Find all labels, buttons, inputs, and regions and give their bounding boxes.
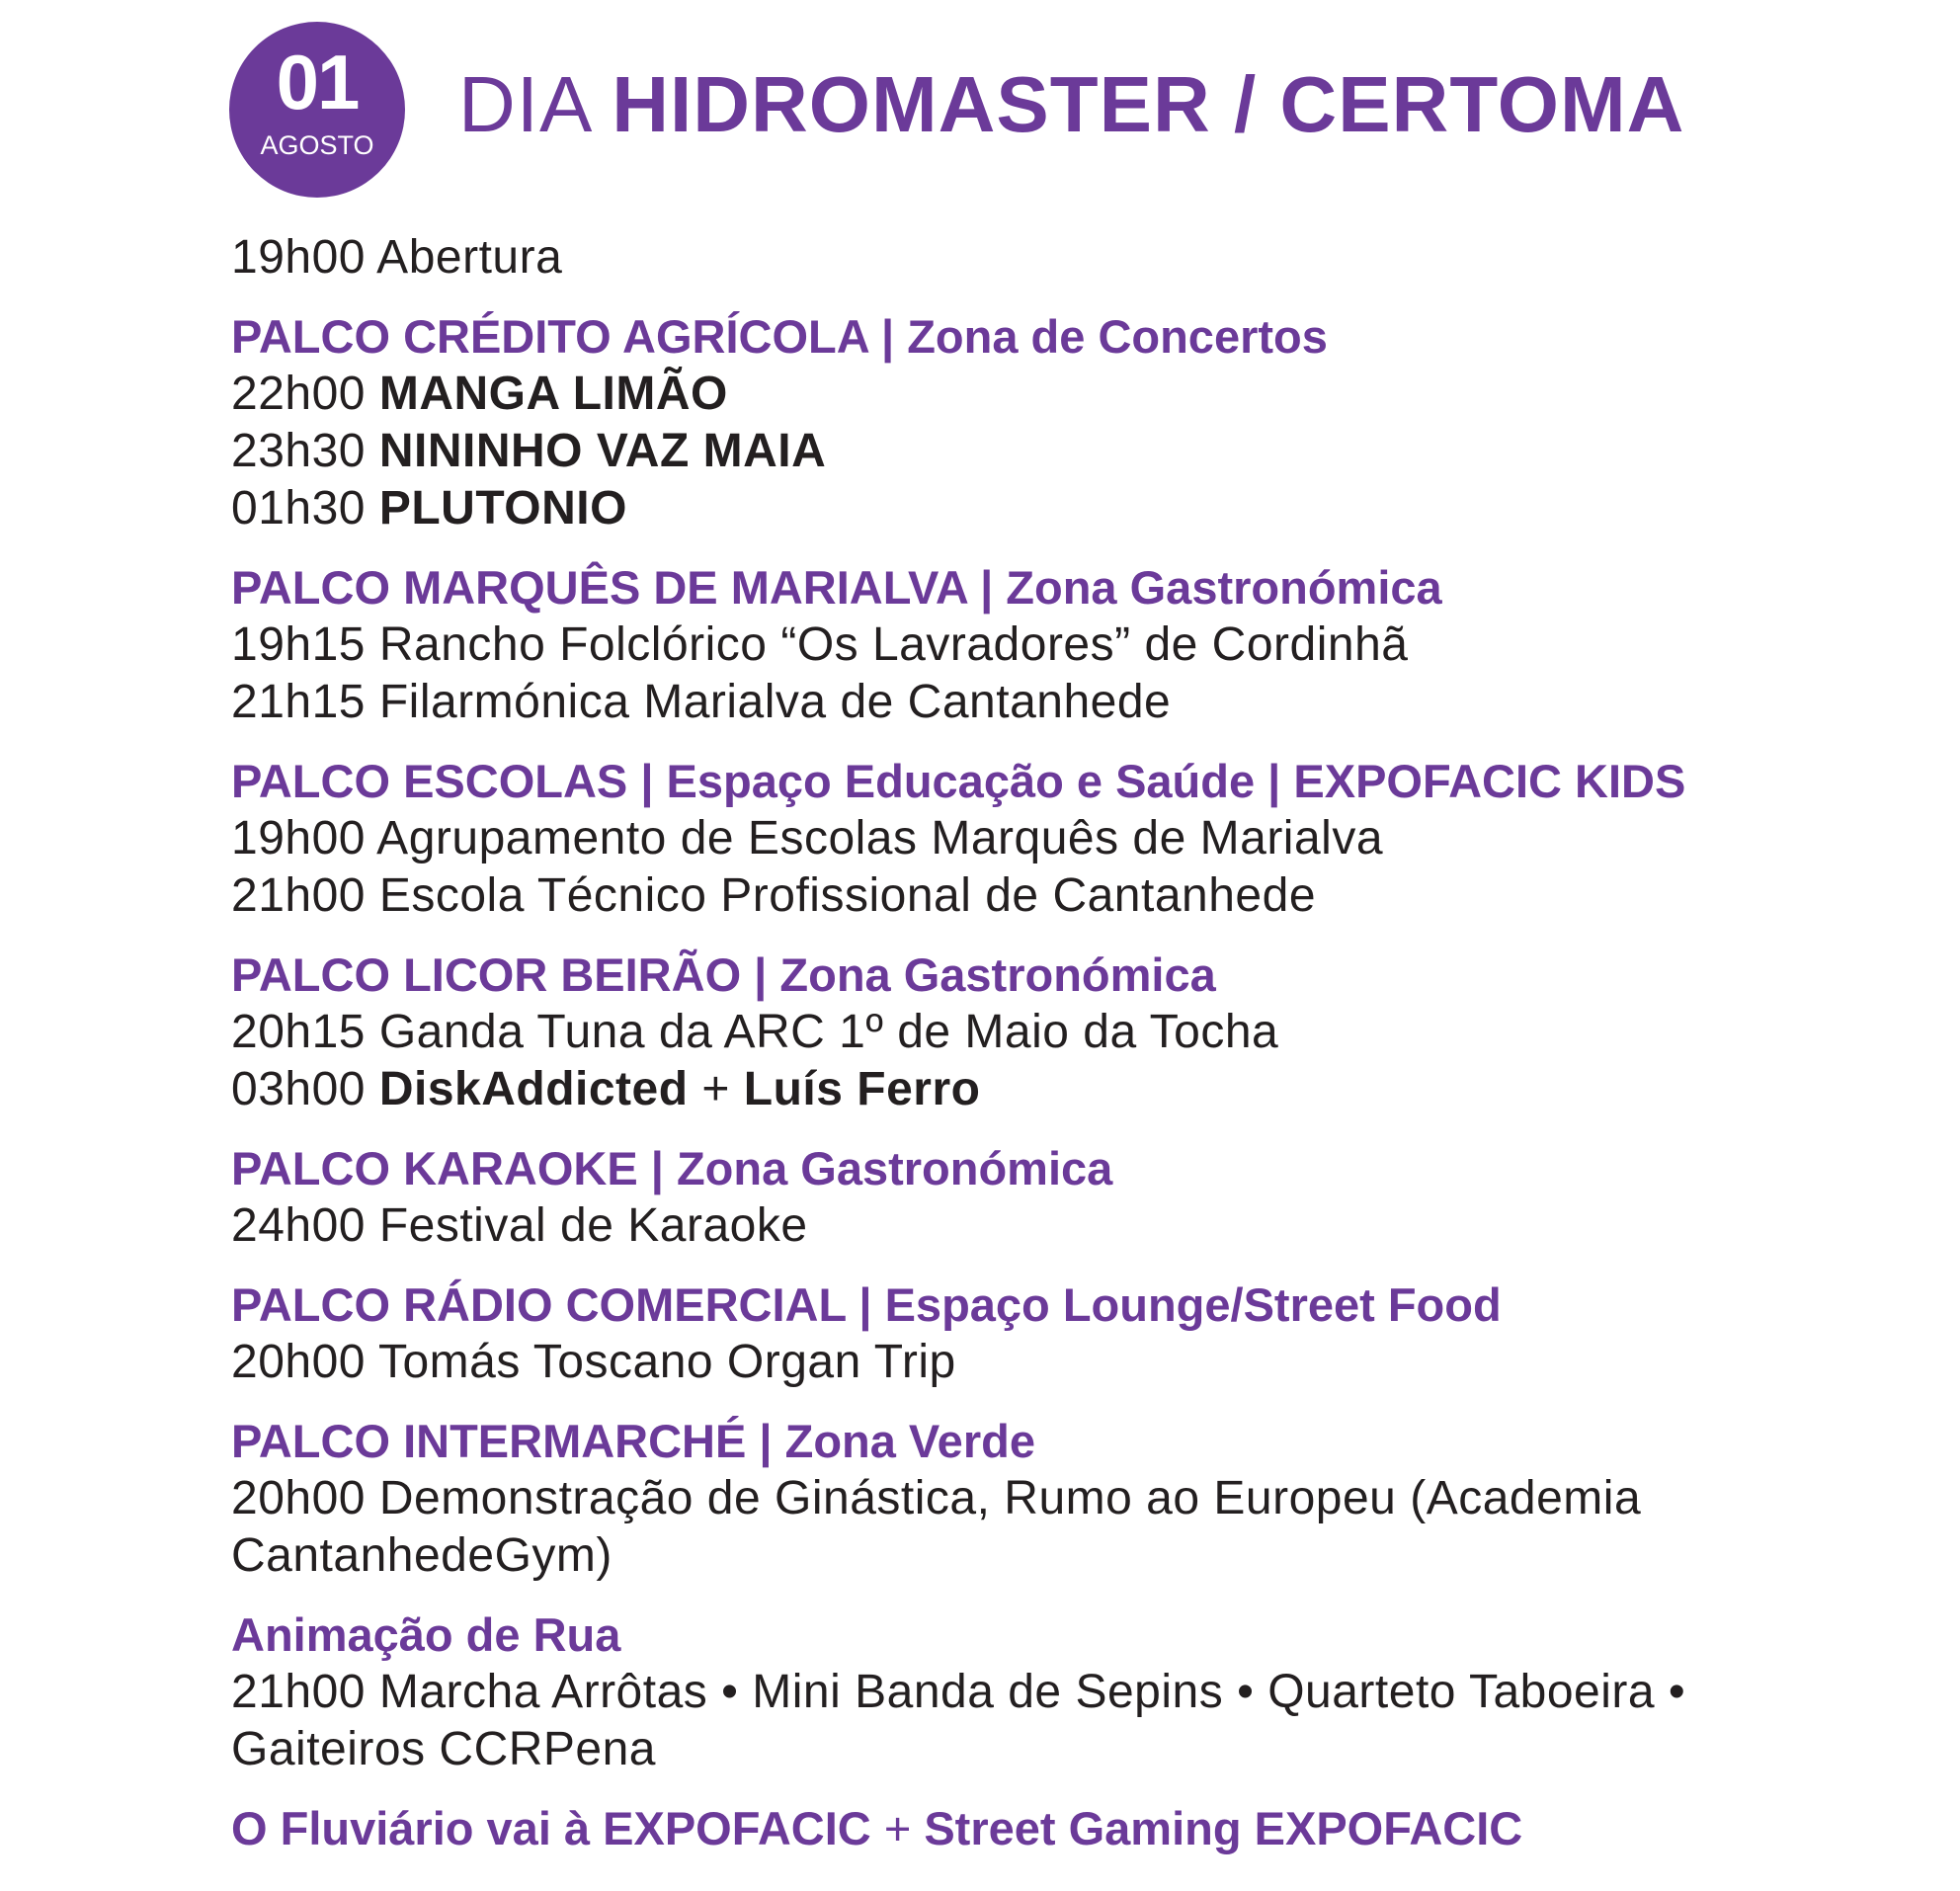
title-prefix: DIA xyxy=(458,60,589,148)
time: 03h00 xyxy=(231,1063,366,1115)
opening-line xyxy=(231,229,1911,287)
event: Tomás Toscano Organ Trip xyxy=(377,1336,956,1388)
time: 20h15 xyxy=(231,1006,366,1058)
time: 21h00 xyxy=(231,869,366,922)
badge-month: AGOSTO xyxy=(260,130,374,160)
list-item xyxy=(231,1470,1792,1585)
event: Ganda Tuna da ARC 1º de Maio da Tocha xyxy=(378,1006,1279,1058)
section-heading: PALCO CRÉDITO AGRÍCOLA | Zona de Concertos xyxy=(231,310,1328,363)
artist: NININHO VAZ MAIA xyxy=(378,425,827,477)
list-item xyxy=(231,423,1911,480)
section-heading: PALCO MARQUÊS DE MARIALVA | Zona Gastronómica xyxy=(231,561,1442,614)
section-heading: PALCO INTERMARCHÉ | Zona Verde xyxy=(231,1415,1035,1467)
list-item xyxy=(231,674,1911,731)
footer-part-b: Street Gaming EXPOFACIC xyxy=(924,1802,1523,1854)
artist: Luís Ferro xyxy=(743,1063,981,1115)
page-header xyxy=(229,22,1889,200)
artist: PLUTONIO xyxy=(378,482,627,534)
event: Rancho Folclórico “Os Lavradores” de Cordinhã xyxy=(378,618,1409,671)
section-heading: Animação de Rua xyxy=(231,1608,621,1661)
footer-line xyxy=(231,1800,1911,1857)
time: 22h00 xyxy=(231,368,366,420)
time: 20h00 xyxy=(231,1472,366,1524)
plus-sign: + xyxy=(883,1802,912,1854)
section-licor-beirao xyxy=(231,946,1911,1118)
event: Festival de Karaoke xyxy=(378,1199,808,1252)
footer-heading xyxy=(231,1800,1911,1857)
section-radio-comercial xyxy=(231,1276,1911,1391)
time: 21h00 xyxy=(231,1666,366,1718)
artist: DiskAddicted xyxy=(378,1063,689,1115)
section-intermarche xyxy=(231,1413,1911,1585)
list-item xyxy=(231,810,1911,867)
time: 24h00 xyxy=(231,1199,366,1252)
section-animacao-de-rua xyxy=(231,1606,1911,1778)
list-item xyxy=(231,366,1911,423)
event: Marcha Arrôtas • Mini Banda de Sepins • Quarteto Taboeira • Gaiteiros CCRPena xyxy=(231,1666,1686,1775)
list-item xyxy=(231,1061,1911,1118)
time: 19h00 xyxy=(231,812,366,864)
event: Escola Técnico Profissional de Cantanhede xyxy=(378,869,1317,922)
section-marques-de-marialva xyxy=(231,559,1911,731)
section-heading: PALCO RÁDIO COMERCIAL | Espaço Lounge/Street Food xyxy=(231,1278,1502,1331)
list-item xyxy=(231,480,1911,537)
section-karaoke xyxy=(231,1140,1911,1255)
event: Agrupamento de Escolas Marquês de Marialva xyxy=(376,812,1384,864)
time: 20h00 xyxy=(231,1336,366,1388)
time: 19h15 xyxy=(231,618,366,671)
event: Filarmónica Marialva de Cantanhede xyxy=(378,676,1172,728)
section-credito-agricola xyxy=(231,308,1911,537)
time: 01h30 xyxy=(231,482,366,534)
list-item xyxy=(231,1664,1792,1778)
schedule xyxy=(231,229,1911,1857)
artist: MANGA LIMÃO xyxy=(378,368,728,420)
list-item xyxy=(231,617,1911,674)
section-heading: PALCO ESCOLAS | Espaço Educação e Saúde | EXPOFACIC KIDS xyxy=(231,755,1686,807)
title-name: HIDROMASTER / CERTOMA xyxy=(612,60,1685,148)
time: 23h30 xyxy=(231,425,366,477)
section-heading: PALCO KARAOKE | Zona Gastronómica xyxy=(231,1142,1113,1194)
section-heading: PALCO LICOR BEIRÃO | Zona Gastronómica xyxy=(231,948,1216,1001)
page-title xyxy=(458,60,1685,148)
event: Demonstração de Ginástica, Rumo ao Europeu (Academia CantanhedeGym) xyxy=(231,1472,1642,1582)
footer-part-a: O Fluviário vai à EXPOFACIC xyxy=(231,1802,871,1854)
time: 19h00 xyxy=(231,231,366,284)
badge-day: 01 xyxy=(276,39,359,125)
plus-sign: + xyxy=(701,1063,730,1115)
list-item xyxy=(231,1334,1911,1391)
section-escolas xyxy=(231,753,1911,925)
list-item xyxy=(231,1004,1911,1061)
date-badge xyxy=(229,22,405,198)
list-item xyxy=(231,1197,1911,1255)
time: 21h15 xyxy=(231,676,366,728)
event: Abertura xyxy=(376,231,563,284)
list-item xyxy=(231,867,1911,925)
